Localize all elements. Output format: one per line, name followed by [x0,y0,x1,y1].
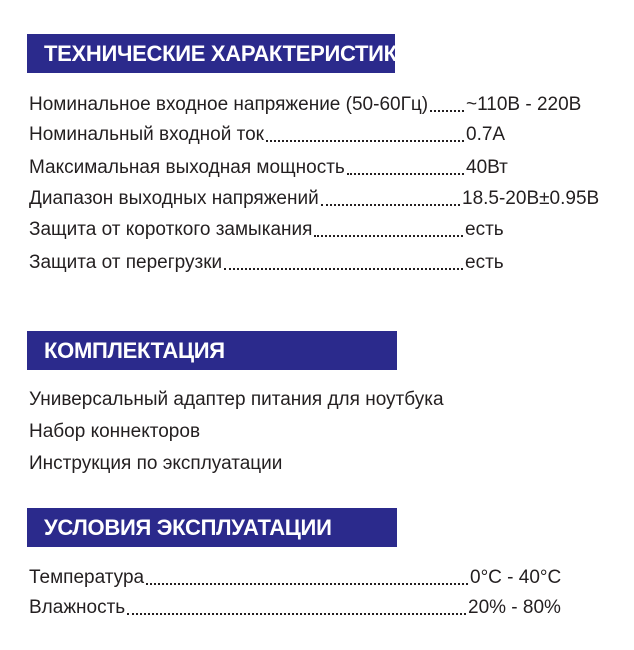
leader-dots [127,613,466,615]
spec-label: Защита от перегрузки [29,252,223,273]
kit-heading: КОМПЛЕКТАЦИЯ [27,331,397,370]
spec-row [29,121,629,149]
spec-label: Защита от короткого замыкания [29,219,313,240]
spec-label: Максимальная выходная мощность [29,157,345,178]
spec-row [29,249,629,277]
spec-value: 0°C - 40°C [470,567,562,588]
spec-value: есть [465,219,504,240]
kit-item: Инструкция по эксплуатации [29,453,283,474]
leader-dots [430,110,464,112]
spec-value: 0.7А [466,124,506,145]
spec-value: 18.5-20В±0.95В [462,188,600,209]
spec-label: Температура [29,567,145,588]
leader-dots [224,268,463,270]
spec-row [29,594,629,622]
leader-dots [347,173,464,175]
spec-label: Номинальный входной ток [29,124,264,145]
spec-value: 20% - 80% [468,597,561,618]
spec-label: Диапазон выходных напряжений [29,188,319,209]
spec-row [29,91,629,119]
leader-dots [266,140,464,142]
usage-conditions-heading: УСЛОВИЯ ЭКСПЛУАТАЦИИ [27,508,397,547]
leader-dots [314,235,463,237]
spec-value: 40Вт [466,157,508,178]
leader-dots [146,583,468,585]
spec-label: Номинальное входное напряжение (50-60Гц) [29,94,429,115]
spec-row [29,185,629,213]
spec-row [29,154,629,182]
kit-item: Набор коннекторов [29,421,201,442]
spec-label: Влажность [29,597,126,618]
spec-row [29,216,629,244]
spec-value: ~110В - 220В [466,94,582,115]
spec-value: есть [465,252,504,273]
leader-dots [321,204,460,206]
kit-item: Универсальный адаптер питания для ноутбука [29,389,444,410]
tech-specs-heading: ТЕХНИЧЕСКИЕ ХАРАКТЕРИСТИКИ [27,34,395,73]
spec-row [29,564,629,592]
